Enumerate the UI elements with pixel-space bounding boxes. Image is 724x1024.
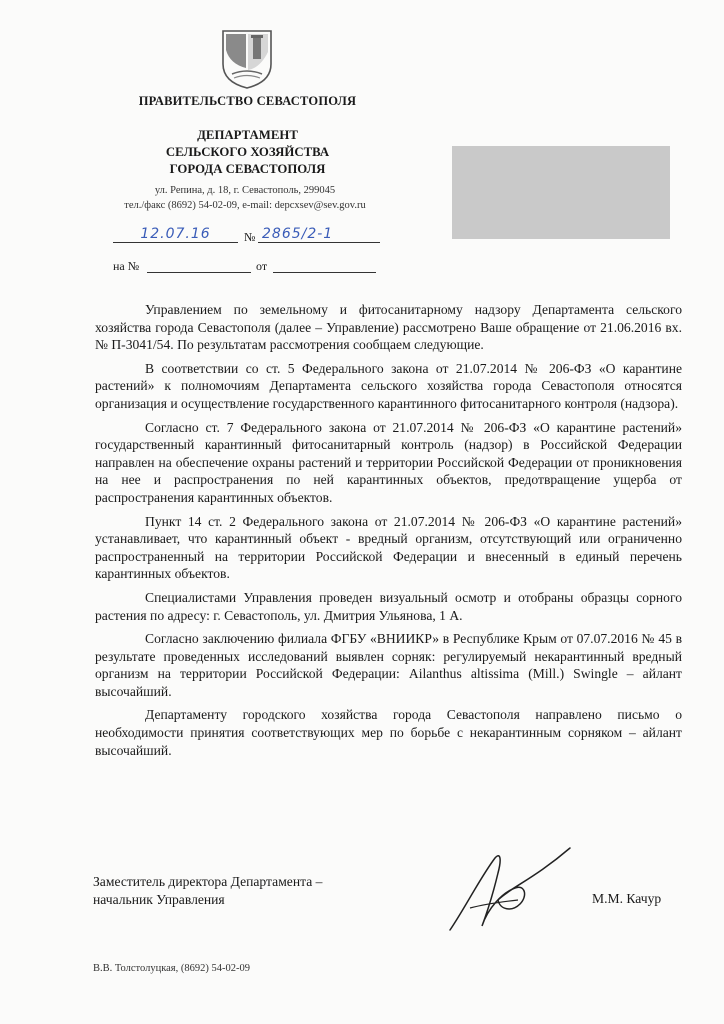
registration-date: 12.07.16 (113, 226, 238, 243)
body-paragraph: Пункт 14 ст. 2 Федерального закона от 21.07.2014 № 206-ФЗ «О карантине растений» устанавливает, что карантинный объект - вредный организм, отсутствующий или ограниченно распространенный на территории Российской Федерации и внесенный в единый перечень карантинных объектов. (95, 513, 682, 582)
signatory-position-line: начальник Управления (93, 892, 225, 907)
body-paragraph: Согласно ст. 7 Федерального закона от 21.07.2014 № 206-ФЗ «О карантине растений» государственный карантинный фитосанитарный контроль (надзор) в Российской Федерации направлен на обеспечение охраны растений и территории Российской Федерации от проникновения на нее и распространения по ней карантинных объектов, предотвращение ущерба от распространения карантинных объектов. (95, 419, 682, 505)
department-address-block (85, 183, 405, 213)
body-paragraph: В соответствии со ст. 5 Федерального закона от 21.07.2014 № 206-ФЗ «О карантине растений» к полномочиям Департамента сельского хозяйства города Севастополя относятся организация и осуществление государственного карантинного фитосанитарного контроля (надзора). (95, 360, 682, 411)
handwritten-signature (440, 838, 580, 938)
reference-date-label: от (256, 259, 268, 273)
signatory-position (93, 873, 322, 909)
reference-number-blank (147, 272, 251, 273)
department-line: ДЕПАРТАМЕНТ (197, 128, 298, 142)
department-contacts: тел./факс (8692) 54-02-09, e-mail: depcxsev@sev.gov.ru (124, 200, 366, 211)
registration-line (113, 226, 383, 248)
signatory-name: М.М. Качур (592, 891, 662, 906)
body-paragraph: Специалистами Управления проведен визуальный осмотр и отобраны образцы сорного растения по адресу: г. Севастополь, ул. Дмитрия Ульянова, 1 А. (95, 589, 682, 623)
signatory-position-line: Заместитель директора Департамента – (93, 874, 323, 889)
redacted-recipient (452, 146, 670, 239)
reference-date-blank (273, 272, 376, 273)
department-name (120, 127, 375, 178)
registration-number: 2865/2-1 (258, 226, 380, 243)
body-paragraph: Управлением по земельному и фитосанитарному надзору Департамента сельского хозяйства города Севастополя (далее – Управление) рассмотрено Ваше обращение от 21.06.2016 вх. № П-3041/54. По результатам рассмотрения сообщаем следующие. (95, 302, 682, 353)
executor-info: В.В. Толстолуцкая, (8692) 54-02-09 (93, 963, 250, 974)
coat-of-arms-icon (220, 28, 274, 90)
department-line: СЕЛЬСКОГО ХОЗЯЙСТВА (165, 145, 330, 159)
registration-number-label: № (244, 230, 256, 244)
reference-number-label: на № (113, 259, 140, 273)
reference-line (113, 259, 383, 277)
letter-body (95, 301, 682, 765)
department-line: ГОРОДА СЕВАСТОПОЛЯ (169, 162, 326, 176)
government-title: ПРАВИТЕЛЬСТВО СЕВАСТОПОЛЯ (138, 94, 357, 108)
department-address: ул. Репина, д. 18, г. Севастополь, 299045 (154, 185, 336, 196)
body-paragraph: Согласно заключению филиала ФГБУ «ВНИИКР» в Республике Крым от 07.07.2016 № 45 в результате проведенных исследований выявлен сорняк: регулируемый некарантинный вредный организм на территории Российской Федерации: Ailanthus altissima (Mill.) Swingle – айлант высочайший. (95, 631, 682, 699)
body-paragraph: Департаменту городского хозяйства города Севастополя направлено письмо о необходимости принятия соответствующих мер по борьбе с некарантинным сорняком – айлант высочайший. (95, 707, 682, 758)
